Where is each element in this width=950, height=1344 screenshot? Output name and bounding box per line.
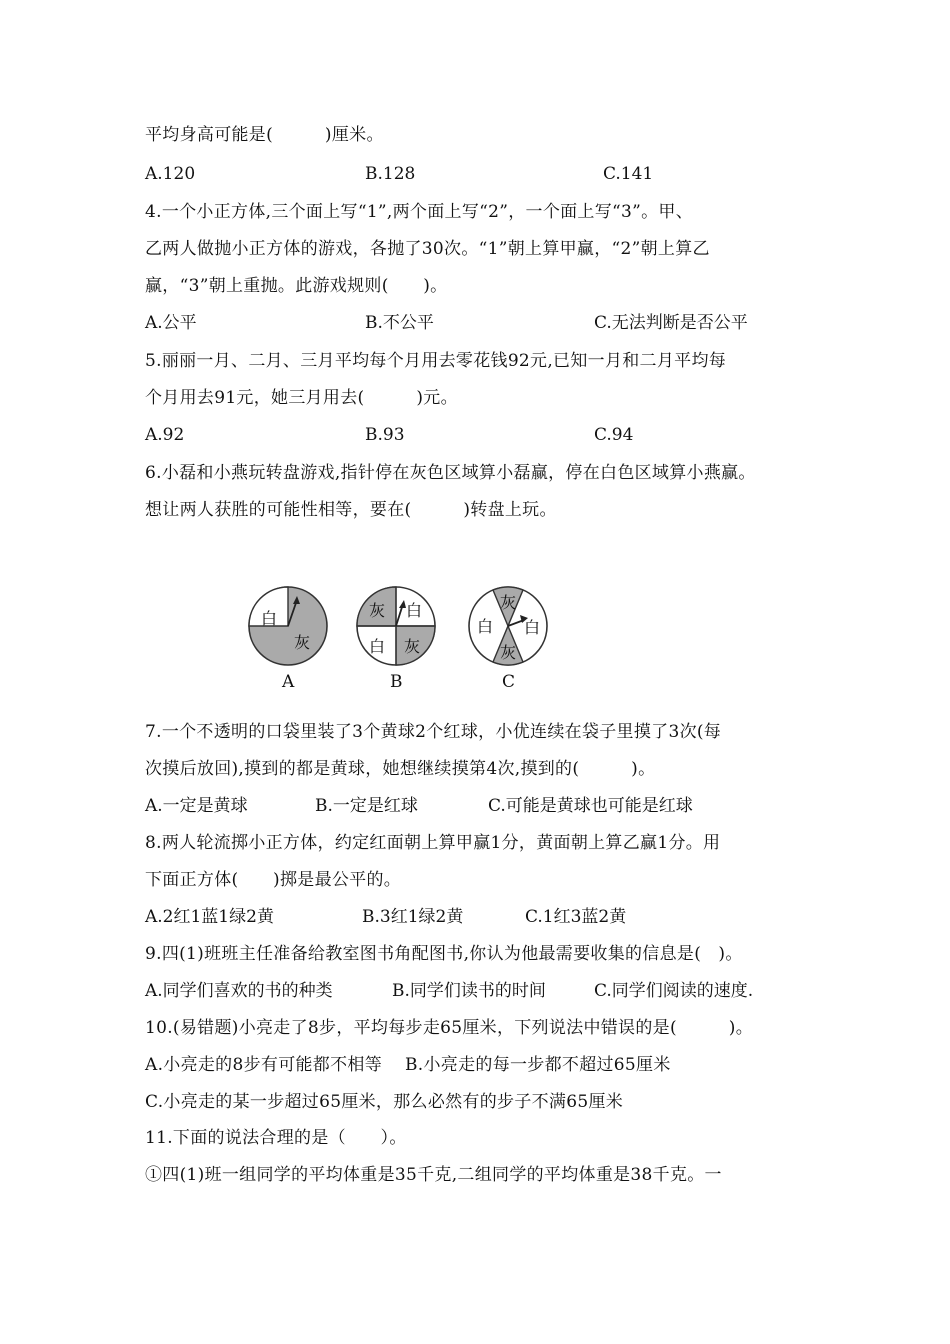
text-line: 个月用去91元，她三月用去( )元。	[145, 388, 458, 408]
label-white: 白	[477, 617, 494, 636]
question-10: 10.(易错题)小亮走了8步，平均每步走65厘米，下列说法中错误的是( )。	[145, 1018, 754, 1038]
option-q5-c: C.94	[594, 425, 634, 445]
label-white: 白	[369, 637, 386, 656]
option-q3-c: C.141	[603, 164, 654, 184]
option-q9-c: C.同学们阅读的速度.	[594, 981, 754, 1001]
option-q4-b: B.不公平	[365, 313, 434, 333]
spinner-b	[357, 587, 435, 692]
option-q8-b: B.3红1绿2黄	[362, 907, 464, 927]
text-line: 次摸后放回),摸到的都是黄球，她想继续摸第4次,摸到的( )。	[145, 759, 656, 779]
question-5: 5.丽丽一月、二月、三月平均每个月用去零花钱92元,已知一月和二月平均每	[145, 351, 727, 371]
caption-b: B	[390, 672, 403, 692]
option-q9-a: A.同学们喜欢的书的种类	[145, 981, 333, 1001]
label-gray: 灰	[404, 637, 421, 656]
option-q10-ab: A.小亮走的8步有可能都不相等 B.小亮走的每一步都不超过65厘米	[145, 1055, 671, 1075]
option-q4-a: A.公平	[145, 313, 197, 333]
spinner-c	[469, 587, 547, 692]
caption-a: A	[282, 672, 295, 692]
label-white: 白	[524, 618, 541, 637]
label-gray: 灰	[294, 633, 311, 652]
question-7: 7.一个不透明的口袋里装了3个黄球2个红球，小优连续在袋子里摸了3次(每	[145, 722, 722, 742]
option-q8-a: A.2红1蓝1绿2黄	[145, 907, 274, 927]
label-gray: 灰	[500, 593, 517, 612]
question-4: 4.一个小正方体,三个面上写“1”,两个面上写“2”，一个面上写“3”。甲、	[145, 202, 694, 222]
spinner-figures	[236, 580, 566, 692]
question-8: 8.两人轮流掷小正方体，约定红面朝上算甲赢1分，黄面朝上算乙赢1分。用	[145, 833, 721, 853]
option-q10-c: C.小亮走的某一步超过65厘米，那么必然有的步子不满65厘米	[145, 1092, 624, 1112]
option-q7-c: C.可能是黄球也可能是红球	[488, 796, 693, 816]
option-q7-a: A.一定是黄球	[145, 796, 248, 816]
text-line: 赢，“3”朝上重抛。此游戏规则( )。	[145, 276, 448, 296]
option-q8-c: C.1红3蓝2黄	[525, 907, 627, 927]
option-q5-b: B.93	[365, 425, 405, 445]
label-white: 白	[261, 609, 278, 628]
question-9: 9.四(1)班班主任准备给教室图书角配图书,你认为他最需要收集的信息是( )。	[145, 944, 743, 964]
text-line: 下面正方体( )掷是最公平的。	[145, 870, 402, 890]
label-gray: 灰	[500, 643, 517, 662]
text-line: 乙两人做抛小正方体的游戏，各抛了30次。“1”朝上算甲赢，“2”朝上算乙	[145, 239, 710, 259]
question-11: 11.下面的说法合理的是（ ）。	[145, 1128, 407, 1148]
spinner-a	[249, 587, 327, 692]
option-q7-b: B.一定是红球	[315, 796, 418, 816]
label-gray: 灰	[369, 601, 386, 620]
option-q9-b: B.同学们读书的时间	[392, 981, 546, 1001]
option-q3-b: B.128	[365, 164, 416, 184]
option-q5-a: A.92	[145, 425, 185, 445]
label-white: 白	[406, 601, 423, 620]
text-line: 平均身高可能是( )厘米。	[145, 125, 384, 145]
text-line: ①四(1)班一组同学的平均体重是35千克,二组同学的平均体重是38千克。一	[145, 1165, 722, 1185]
question-6: 6.小磊和小燕玩转盘游戏,指针停在灰色区域算小磊赢，停在白色区域算小燕赢。	[145, 463, 756, 483]
option-q4-c: C.无法判断是否公平	[594, 313, 748, 333]
caption-c: C	[502, 672, 516, 692]
option-q3-a: A.120	[145, 164, 196, 184]
text-line: 想让两人获胜的可能性相等，要在( )转盘上玩。	[145, 500, 557, 520]
